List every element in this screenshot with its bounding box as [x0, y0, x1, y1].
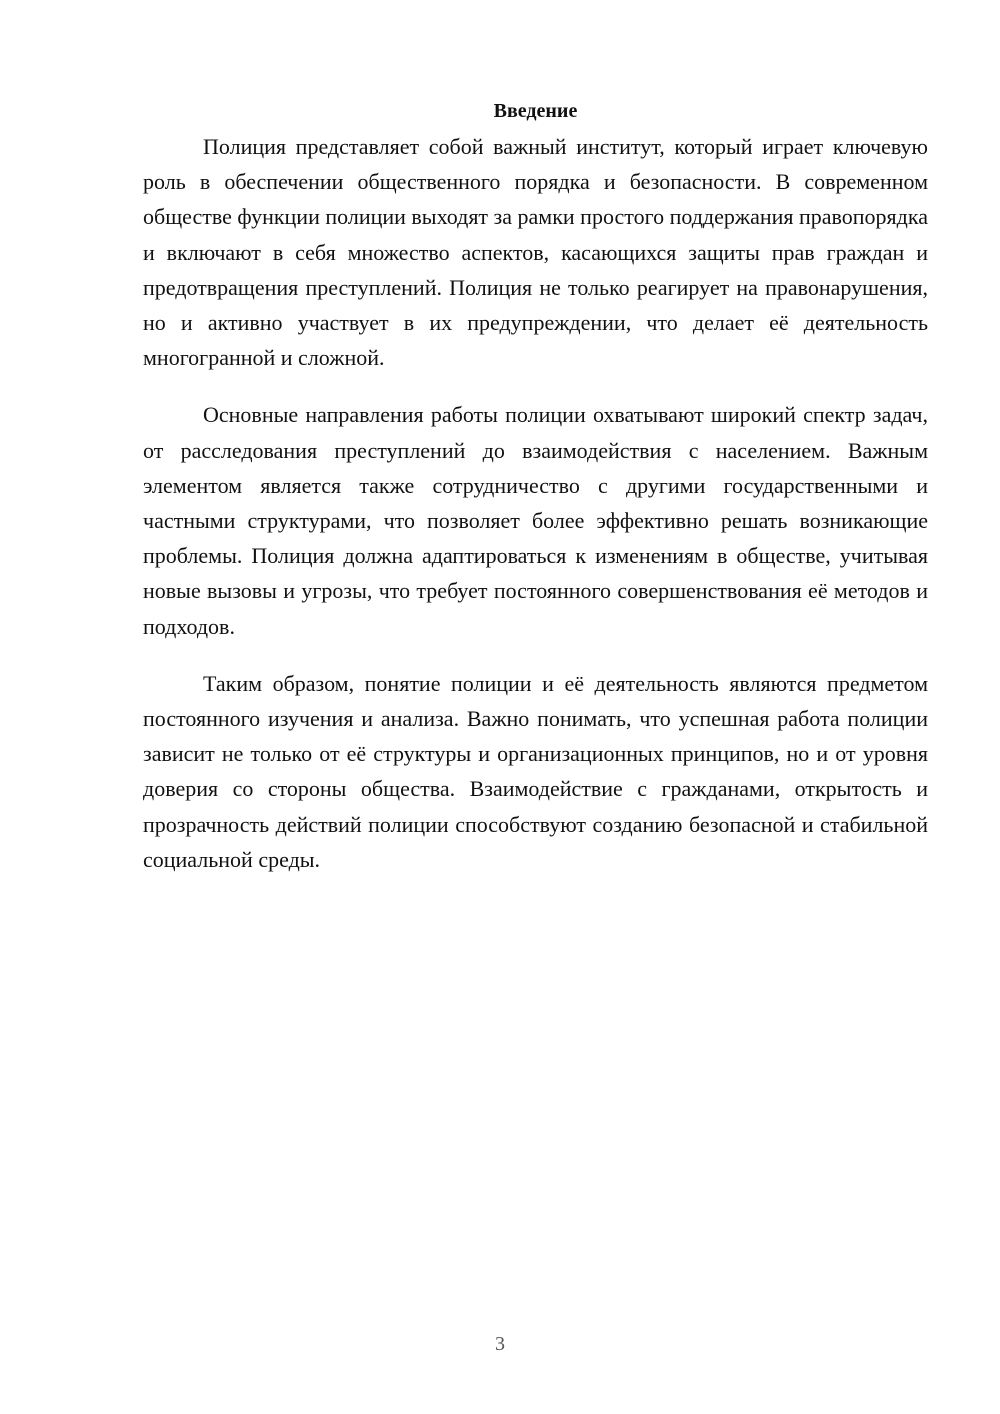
paragraph-1: Полиция представляет собой важный институт, который играет ключевую роль в обеспечении общественного порядка и безопасности. В современном обществе функции полиции выходят за рамки простого поддержания правопорядка и включают в себя множество аспектов, касающихся защиты прав граждан и предотвращения преступлений. Полиция не только реагирует на правонарушения, но и активно участвует в их предупреждении, что делает её деятельность многогранной и сложной.	[143, 134, 928, 371]
paragraph-3: Таким образом, понятие полиции и её деятельность являются предметом постоянного изучения и анализа. Важно понимать, что успешная работа полиции зависит не только от её структуры и организационных принципов, но и от уровня доверия со стороны общества. Взаимодействие с гражданами, открытость и прозрачность действий полиции способствуют созданию безопасной и стабильной социальной среды.	[143, 670, 928, 872]
page-content	[143, 94, 928, 899]
section-title: Введение	[493, 100, 578, 122]
paragraph-2: Основные направления работы полиции охватывают широкий спектр задач, от расследования преступлений до взаимодействия с населением. Важным элементом является также сотрудничество с другими государственными и частными структурами, что позволяет более эффективно решать возникающие проблемы. Полиция должна адаптироваться к изменениям в обществе, учитывая новые вызовы и угрозы, что требует постоянного совершенствования её методов и подходов.	[143, 402, 928, 639]
page-number: 3	[495, 1333, 505, 1355]
